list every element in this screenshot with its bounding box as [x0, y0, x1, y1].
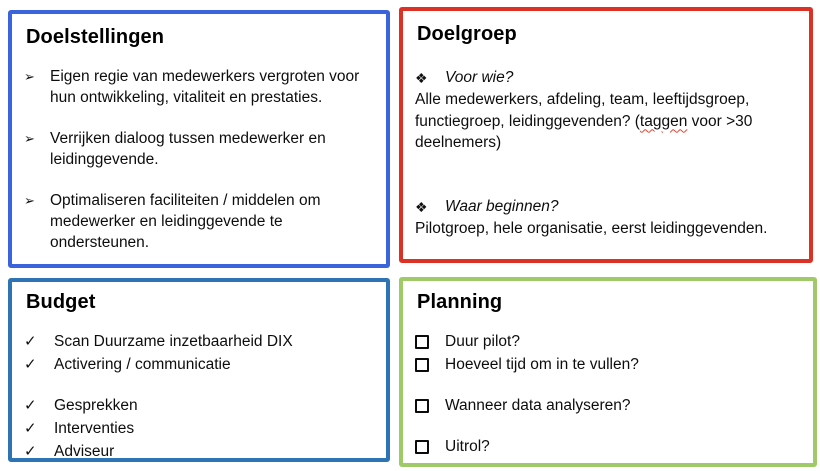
list-item-text: Hoeveel tijd om in te vullen? [445, 356, 639, 373]
list-item-text: Optimaliseren faciliteiten / middelen om medewerker en leidinggevende te ondersteunen. [50, 192, 321, 251]
question-heading-text: Waar beginnen? [445, 197, 559, 215]
checkmark-icon: ✓ [24, 333, 37, 350]
list-item-text: Adviseur [54, 443, 115, 460]
checkmark-icon: ✓ [24, 356, 37, 373]
diamond-bullet-icon: ❖ [415, 198, 428, 215]
budget-title: Budget [26, 291, 96, 313]
empty-checkbox-icon [415, 358, 429, 372]
list-item [415, 354, 801, 376]
question-heading [415, 67, 797, 89]
checkbox-cell [415, 331, 445, 349]
budget-box [8, 278, 390, 462]
checkbox-cell [415, 395, 445, 413]
doelgroep-title: Doelgroep [417, 23, 517, 45]
answer-text: Pilotgroep, hele organisatie, eerst leidinggevenden. [415, 219, 768, 237]
doelgroep-section [415, 67, 797, 154]
planning-title: Planning [417, 291, 503, 313]
list-item [415, 436, 801, 458]
empty-checkbox-icon [415, 399, 429, 413]
list-item-text: Activering / communicatie [54, 356, 231, 373]
budget-list [24, 331, 374, 463]
list-item [24, 331, 374, 353]
list-item-text: Scan Duurzame inzetbaarheid DIX [54, 333, 293, 350]
doelstellingen-box [8, 10, 390, 268]
list-item [415, 331, 801, 353]
doelgroep-section [415, 196, 797, 240]
arrow-bullet-icon: ➢ [24, 69, 35, 84]
arrow-bullet-icon: ➢ [24, 131, 35, 146]
list-item-text: Interventies [54, 420, 135, 437]
checkmark-icon: ✓ [24, 420, 37, 437]
empty-checkbox-icon [415, 440, 429, 454]
list-item-text: Uitrol? [445, 438, 490, 455]
checkbox-cell [415, 354, 445, 372]
list-item [24, 418, 374, 440]
checkbox-cell [415, 436, 445, 454]
checkmark-icon: ✓ [24, 443, 37, 460]
list-item [24, 441, 374, 463]
spellcheck-word: taggen [639, 112, 688, 130]
doelgroep-box [399, 7, 813, 263]
checkmark-icon: ✓ [24, 397, 37, 414]
doelstellingen-list [24, 66, 374, 253]
doelstellingen-title: Doelstellingen [26, 26, 165, 48]
list-item-text: Gesprekken [54, 397, 138, 414]
diamond-bullet-icon: ❖ [415, 70, 428, 86]
list-item [415, 395, 801, 417]
list-item [24, 128, 374, 170]
answer-text-part: Alle medewerkers, afdeling, team, leeftijdsgroep, functiegroep, leidinggevenden? ( [415, 91, 750, 130]
list-item [24, 190, 374, 253]
list-item [24, 395, 374, 417]
planning-list [415, 331, 801, 458]
question-heading-text: Voor wie? [445, 69, 514, 86]
empty-checkbox-icon [415, 335, 429, 349]
list-item-text: Eigen regie van medewerkers vergroten voor hun ontwikkeling, vitaliteit en prestaties. [50, 68, 360, 106]
list-item [24, 354, 374, 376]
list-item [24, 66, 374, 108]
arrow-bullet-icon: ➢ [24, 193, 35, 208]
question-heading [415, 196, 797, 218]
list-item-text: Wanneer data analyseren? [445, 397, 631, 414]
list-item-text: Duur pilot? [445, 333, 520, 350]
list-item-text: Verrijken dialoog tussen medewerker en leidinggevende. [50, 130, 326, 168]
answer-text-part: voor >30 deelnemers) [415, 112, 753, 151]
answer-text [415, 89, 797, 154]
planning-box [399, 277, 817, 467]
